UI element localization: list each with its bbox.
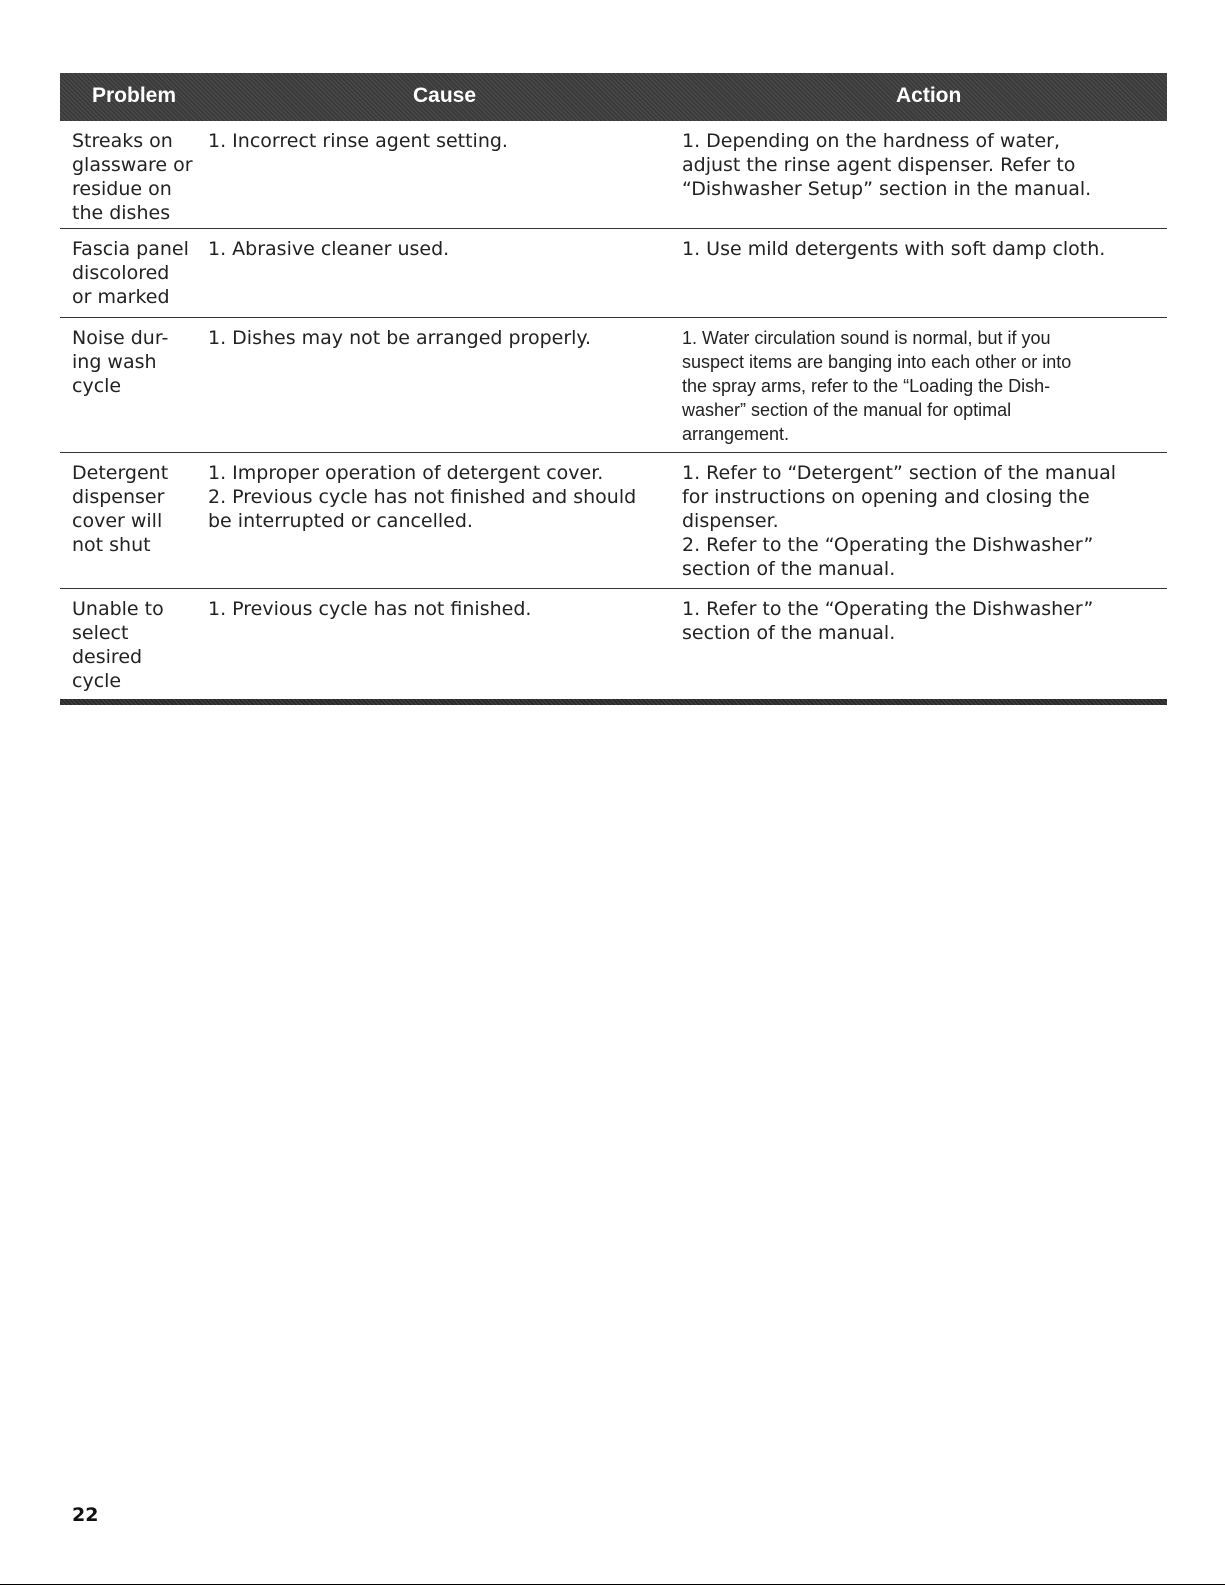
table-row [60, 229, 1167, 318]
problem-line: Streaks on [72, 130, 173, 152]
header-action: Action [896, 84, 962, 107]
problem-line: or marked [72, 286, 170, 308]
problem-line: dispenser [72, 486, 165, 508]
problem-line: glassware or [72, 154, 193, 176]
action-cell [682, 326, 1152, 446]
table-row [60, 318, 1167, 453]
action-cell [682, 237, 1152, 261]
table-row [60, 121, 1167, 229]
action-line: section of the manual. [682, 622, 896, 644]
problem-line: Unable to [72, 598, 164, 620]
cause-cell [208, 237, 678, 261]
action-line: suspect items are banging into each other or into [682, 352, 1072, 372]
cause-line: 2. Previous cycle has not finished and should [208, 486, 637, 508]
cause-line: 1. Dishes may not be arranged properly. [208, 327, 591, 349]
cause-cell [208, 461, 678, 533]
problem-line: cycle [72, 670, 122, 692]
problem-line: the dishes [72, 202, 171, 224]
problem-line: cycle [72, 375, 122, 397]
table-header [60, 73, 1167, 121]
cause-cell [208, 326, 678, 350]
action-line: the spray arms, refer to the “Loading the Dish- [682, 376, 1051, 396]
problem-line: discolored [72, 262, 170, 284]
header-problem: Problem [92, 84, 177, 107]
problem-cell [72, 129, 204, 225]
problem-line: Fascia panel [72, 238, 189, 260]
cause-line: be interrupted or cancelled. [208, 510, 473, 532]
action-line: 1. Depending on the hardness of water, [682, 130, 1061, 152]
action-cell [682, 461, 1152, 581]
action-line: 2. Refer to the “Operating the Dishwasher” [682, 534, 1094, 556]
page-number: 22 [72, 1504, 99, 1526]
cause-cell [208, 129, 678, 153]
action-line: 1. Refer to the “Operating the Dishwasher” [682, 598, 1094, 620]
action-line: 1. Use mild detergents with soft damp cloth. [682, 238, 1106, 260]
problem-line: desired [72, 646, 143, 668]
problem-cell [72, 597, 204, 693]
troubleshooting-table [60, 73, 1167, 705]
cause-line: 1. Abrasive cleaner used. [208, 238, 450, 260]
problem-cell [72, 326, 204, 398]
action-line: “Dishwasher Setup” section in the manual. [682, 178, 1092, 200]
cause-line: 1. Incorrect rinse agent setting. [208, 130, 508, 152]
header-cause: Cause [413, 84, 477, 107]
table-row [60, 453, 1167, 589]
problem-line: residue on [72, 178, 172, 200]
problem-line: ing wash [72, 351, 157, 373]
action-line: washer” section of the manual for optimal [682, 400, 1012, 420]
problem-line: not shut [72, 534, 151, 556]
action-cell [682, 597, 1152, 645]
action-line: 1. Water circulation sound is normal, but if you [682, 328, 1051, 348]
action-line: arrangement. [682, 424, 790, 444]
action-line: section of the manual. [682, 558, 896, 580]
action-line: 1. Refer to “Detergent” section of the manual [682, 462, 1117, 484]
action-line: adjust the rinse agent dispenser. Refer to [682, 154, 1076, 176]
cause-cell [208, 597, 678, 621]
action-line: for instructions on opening and closing the [682, 486, 1090, 508]
table-row [60, 589, 1167, 699]
problem-cell [72, 461, 204, 557]
action-line: dispenser. [682, 510, 779, 532]
action-cell [682, 129, 1152, 201]
cause-line: 1. Improper operation of detergent cover. [208, 462, 604, 484]
problem-line: Detergent [72, 462, 169, 484]
problem-line: select [72, 622, 129, 644]
problem-cell [72, 237, 204, 309]
problem-line: Noise dur- [72, 327, 169, 349]
problem-line: cover will [72, 510, 163, 532]
table-bottom-rule [60, 699, 1167, 705]
cause-line: 1. Previous cycle has not finished. [208, 598, 532, 620]
